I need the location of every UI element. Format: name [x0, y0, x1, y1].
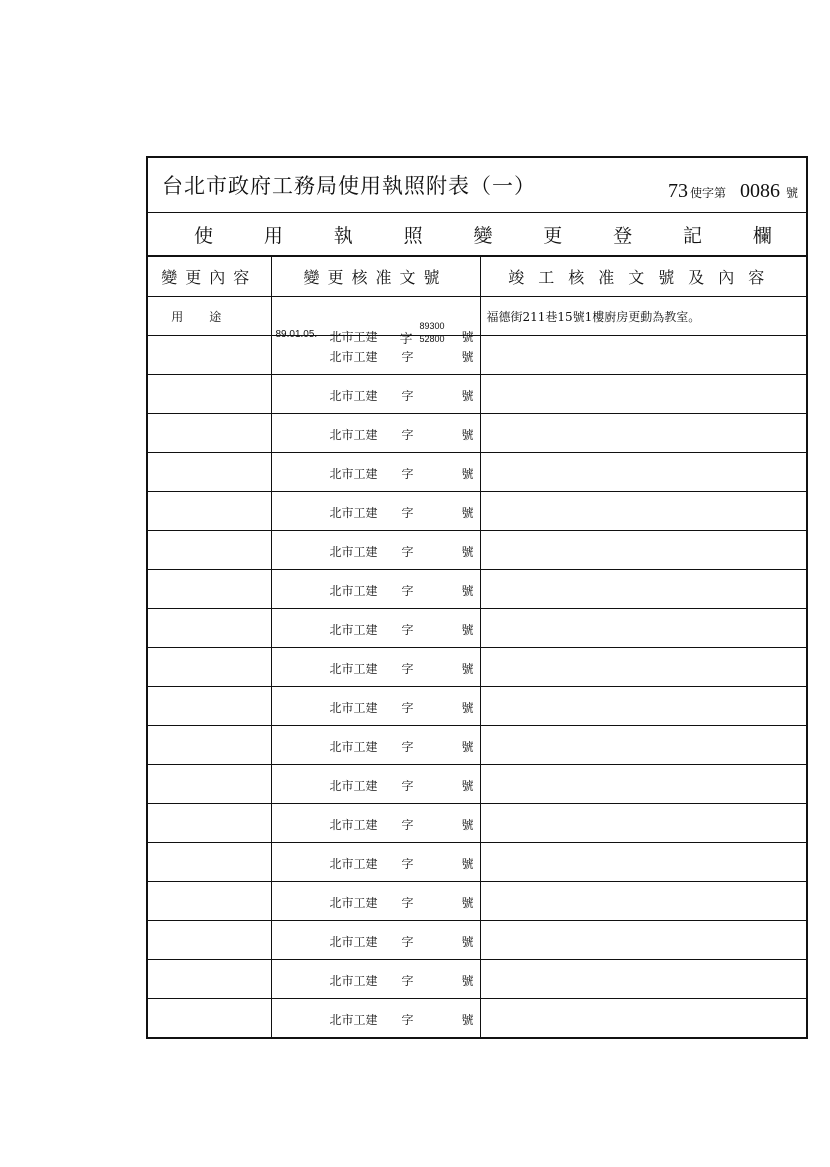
- permit-suffix: 號: [785, 186, 798, 200]
- table-row: [148, 804, 806, 843]
- approval-ref-cell: [271, 765, 480, 804]
- completion-content-cell: [480, 414, 806, 453]
- approval-zi: 字: [401, 974, 414, 988]
- approval-ref-cell: [271, 453, 480, 492]
- approval-zi: 字: [401, 623, 414, 637]
- completion-content-cell: [480, 492, 806, 531]
- approval-hao: 號: [461, 779, 474, 793]
- section-title-char: 照: [403, 224, 423, 247]
- completion-content-cell: [480, 570, 806, 609]
- section-title: [148, 213, 806, 257]
- approval-ref-cell: [271, 960, 480, 999]
- approval-hao: 號: [461, 389, 474, 403]
- approval-zi: 字: [401, 857, 414, 871]
- section-title-char: 記: [683, 224, 703, 247]
- completion-content-cell: [480, 921, 806, 960]
- approval-number-bottom: 52800: [419, 334, 445, 344]
- approval-ref-cell: [271, 492, 480, 531]
- table-row: [148, 960, 806, 999]
- change-content-cell: [148, 414, 271, 453]
- form-header: [148, 158, 806, 213]
- approval-agency: 北市工建: [329, 779, 378, 793]
- table-row: [148, 882, 806, 921]
- table-row: [148, 921, 806, 960]
- approval-ref-cell: [271, 804, 480, 843]
- approval-hao: 號: [461, 818, 474, 832]
- change-content-cell: [148, 648, 271, 687]
- form-title: 台北市政府工務局使用執照附表（一）: [162, 174, 536, 198]
- approval-zi: 字: [399, 332, 413, 347]
- change-content-cell: [148, 843, 271, 882]
- completion-content-cell: [480, 336, 806, 375]
- approval-hao: 號: [461, 623, 474, 637]
- approval-zi: 字: [401, 350, 414, 364]
- approval-ref-cell: [271, 609, 480, 648]
- approval-agency: 北市工建: [329, 428, 378, 442]
- approval-hao: 號: [461, 857, 474, 871]
- completion-content-cell: [480, 531, 806, 570]
- table-row: [148, 453, 806, 492]
- permit-year: 73: [667, 180, 688, 202]
- table-row: [148, 375, 806, 414]
- approval-agency: 北市工建: [329, 584, 378, 598]
- completion-content-cell: [480, 960, 806, 999]
- approval-number-top: 89300: [419, 321, 445, 331]
- approval-agency: 北市工建: [329, 467, 378, 481]
- completion-content-cell: [480, 843, 806, 882]
- approval-ref-cell: [271, 726, 480, 765]
- permit-prefix: 使字第: [689, 186, 726, 200]
- table-row: [148, 414, 806, 453]
- approval-zi: 字: [401, 389, 414, 403]
- change-content-cell: [148, 960, 271, 999]
- change-table: [148, 257, 806, 1037]
- approval-hao: 號: [461, 545, 474, 559]
- approval-date: 89.01.05.: [275, 329, 318, 340]
- approval-agency: 北市工建: [329, 545, 378, 559]
- approval-ref-cell: [271, 531, 480, 570]
- approval-zi: 字: [401, 467, 414, 481]
- table-row: [148, 570, 806, 609]
- approval-agency: 北市工建: [329, 701, 378, 715]
- completion-content-cell: [480, 687, 806, 726]
- change-content-cell: [148, 999, 271, 1038]
- change-content-cell: 用途: [148, 297, 271, 336]
- approval-hao: 號: [461, 935, 474, 949]
- table-row: [148, 765, 806, 804]
- approval-agency: 北市工建: [329, 935, 378, 949]
- section-title-char: 使: [194, 224, 214, 247]
- change-content-cell: [148, 609, 271, 648]
- change-content-cell: [148, 336, 271, 375]
- section-title-char: 欄: [752, 224, 772, 247]
- approval-ref-cell: [271, 648, 480, 687]
- approval-ref-cell: [271, 882, 480, 921]
- approval-zi: 字: [401, 545, 414, 559]
- approval-zi: 字: [401, 935, 414, 949]
- completion-content-cell: [480, 375, 806, 414]
- approval-agency: 北市工建: [329, 857, 378, 871]
- approval-agency: 北市工建: [329, 974, 378, 988]
- approval-agency: 北市工建: [329, 1013, 378, 1027]
- col-header-completion-ref: 竣工核准文號及內容: [480, 257, 806, 297]
- table-row: [148, 492, 806, 531]
- approval-hao: 號: [461, 467, 474, 481]
- approval-hao: 號: [461, 701, 474, 715]
- approval-ref-cell: [271, 999, 480, 1038]
- approval-hao: 號: [461, 506, 474, 520]
- registration-form: [146, 156, 808, 1039]
- completion-content-cell: [480, 609, 806, 648]
- completion-content-cell: [480, 648, 806, 687]
- approval-hao: 號: [461, 1013, 474, 1027]
- approval-zi: 字: [401, 701, 414, 715]
- permit-serial: 0086: [739, 180, 780, 202]
- completion-content-cell: [480, 882, 806, 921]
- section-title-char: 執: [333, 224, 353, 247]
- approval-ref-cell: [271, 570, 480, 609]
- section-title-char: 登: [613, 224, 633, 247]
- approval-zi: 字: [401, 818, 414, 832]
- completion-content-cell: [480, 453, 806, 492]
- completion-content-cell: 福德街211巷15號1樓廚房更動為教室。: [480, 297, 806, 336]
- change-content-cell: [148, 765, 271, 804]
- approval-hao: 號: [461, 428, 474, 442]
- approval-agency: 北市工建: [329, 818, 378, 832]
- approval-ref-cell: [271, 843, 480, 882]
- table-row: [148, 297, 806, 336]
- change-content-cell: [148, 804, 271, 843]
- approval-hao: 號: [461, 350, 474, 364]
- table-header-row: [148, 257, 806, 297]
- section-title-char: 用: [263, 224, 283, 247]
- section-title-char: 更: [543, 224, 563, 247]
- permit-number: [668, 180, 798, 203]
- approval-agency: 北市工建: [329, 896, 378, 910]
- completion-content-cell: [480, 804, 806, 843]
- approval-hao: 號: [461, 974, 474, 988]
- approval-agency: 北市工建: [329, 350, 378, 364]
- table-row: [148, 609, 806, 648]
- approval-zi: 字: [401, 740, 414, 754]
- completion-content-cell: [480, 726, 806, 765]
- approval-hao: 號: [461, 330, 474, 344]
- change-content-cell: [148, 453, 271, 492]
- approval-agency: 北市工建: [329, 389, 378, 403]
- approval-hao: 號: [461, 896, 474, 910]
- approval-agency: 北市工建: [329, 623, 378, 637]
- approval-agency: 北市工建: [329, 740, 378, 754]
- approval-hao: 號: [461, 740, 474, 754]
- approval-zi: 字: [401, 584, 414, 598]
- change-content-cell: [148, 375, 271, 414]
- approval-zi: 字: [401, 779, 414, 793]
- table-row: [148, 726, 806, 765]
- completion-content-cell: [480, 765, 806, 804]
- change-content-cell: [148, 726, 271, 765]
- approval-ref-cell: [271, 687, 480, 726]
- change-content-cell: [148, 531, 271, 570]
- approval-ref-cell: [271, 414, 480, 453]
- table-row: [148, 336, 806, 375]
- approval-zi: 字: [401, 506, 414, 520]
- approval-zi: 字: [401, 1013, 414, 1027]
- approval-agency: 北市工建: [329, 330, 378, 344]
- table-row: [148, 999, 806, 1038]
- approval-agency: 北市工建: [329, 662, 378, 676]
- change-content-cell: [148, 492, 271, 531]
- table-row: [148, 687, 806, 726]
- table-body: [148, 297, 806, 1038]
- approval-zi: 字: [401, 428, 414, 442]
- approval-ref-cell: [271, 921, 480, 960]
- section-title-char: 變: [473, 224, 493, 247]
- table-row: [148, 648, 806, 687]
- col-header-change-content: 變更內容: [148, 257, 271, 297]
- change-content-cell: [148, 882, 271, 921]
- approval-zi: 字: [401, 896, 414, 910]
- approval-hao: 號: [461, 662, 474, 676]
- change-content-cell: [148, 687, 271, 726]
- table-row: [148, 531, 806, 570]
- approval-agency: 北市工建: [329, 506, 378, 520]
- completion-content-cell: [480, 999, 806, 1038]
- approval-ref-cell: [271, 375, 480, 414]
- approval-zi: 字: [401, 662, 414, 676]
- approval-ref-cell: [271, 336, 480, 375]
- approval-ref-cell: [271, 297, 480, 347]
- change-content-cell: [148, 570, 271, 609]
- change-content-cell: [148, 921, 271, 960]
- approval-hao: 號: [461, 584, 474, 598]
- table-row: [148, 843, 806, 882]
- col-header-approval-ref: 變更核准文號: [271, 257, 480, 297]
